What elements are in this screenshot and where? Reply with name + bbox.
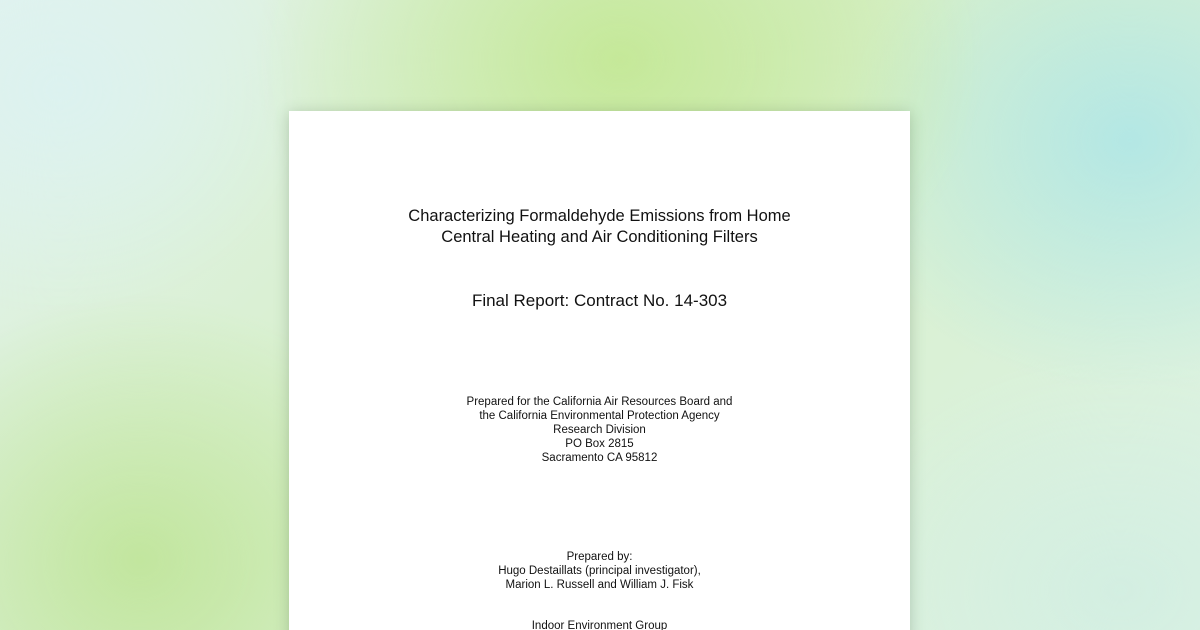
document-page bbox=[289, 111, 910, 630]
prepared-for-block bbox=[289, 395, 910, 465]
document-title bbox=[289, 206, 910, 248]
report-subtitle bbox=[289, 290, 910, 312]
title-line: Central Heating and Air Conditioning Filters bbox=[441, 228, 758, 246]
prepared-for-line: the California Environmental Protection Agency bbox=[479, 410, 720, 422]
subtitle-line: Final Report: Contract No. 14-303 bbox=[471, 291, 728, 310]
prepared-by-line: Hugo Destaillats (principal investigator), bbox=[498, 565, 701, 577]
prepared-for-line: Sacramento CA 95812 bbox=[541, 452, 658, 464]
prepared-for-line: Research Division bbox=[553, 424, 646, 436]
prepared-by-line: Marion L. Russell and William J. Fisk bbox=[505, 579, 694, 591]
prepared-by-line: Prepared by: bbox=[566, 551, 633, 563]
prepared-for-line: Prepared for the California Air Resources Board and bbox=[466, 396, 733, 408]
prepared-by-block bbox=[289, 550, 910, 592]
prepared-for-line: PO Box 2815 bbox=[565, 438, 634, 450]
organization-block bbox=[289, 619, 910, 630]
organization-name: Indoor Environment Group bbox=[531, 620, 668, 630]
title-line: Characterizing Formaldehyde Emissions from Home bbox=[408, 207, 791, 225]
